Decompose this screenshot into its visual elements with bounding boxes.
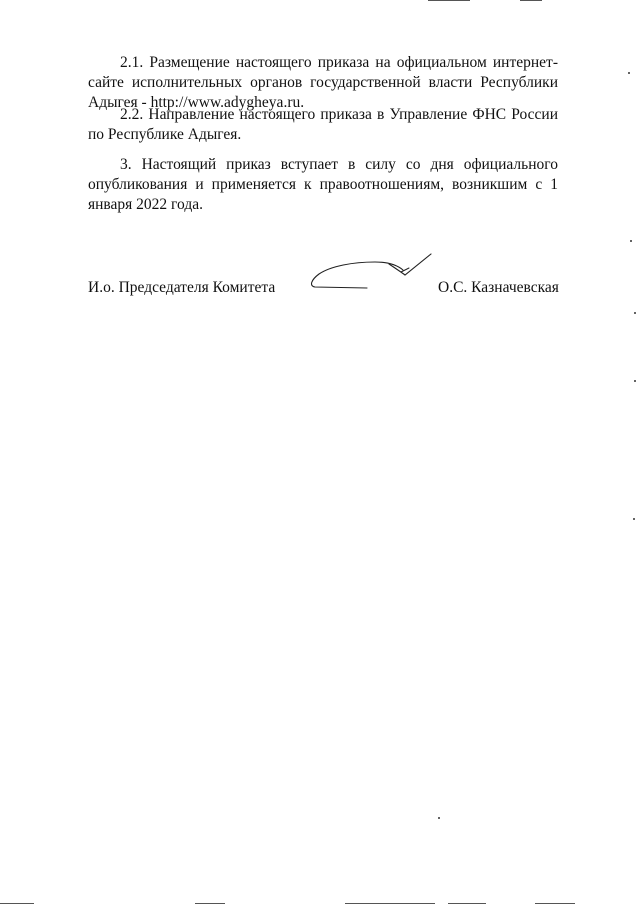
- scan-artifact: [195, 903, 225, 904]
- scan-artifact: [535, 903, 575, 904]
- signatory-position: И.о. Председателя Комитета: [88, 279, 276, 296]
- scan-speck: [634, 380, 636, 382]
- scan-speck: [438, 817, 440, 819]
- scan-artifact: [345, 903, 435, 904]
- scan-artifact: [448, 903, 486, 904]
- scan-artifact: [520, 0, 542, 1]
- paragraph-3: 3. Настоящий приказ вступает в силу со дня официального опубликования и применяется к правоотношениям, возникшим с 1 января 2022 года.: [88, 156, 558, 213]
- scan-artifact: [428, 0, 470, 1]
- scan-speck: [634, 312, 636, 314]
- scan-artifact: [0, 903, 34, 904]
- signatory-name: О.С. Казначевская: [438, 279, 559, 296]
- scan-speck: [633, 518, 635, 520]
- scan-speck: [630, 240, 632, 242]
- paragraph-2-1: 2.1. Размещение настоящего приказа на официальном интернет-сайте исполнительных органов государственной власти Республики Адыгея - http://www.adygheya.ru.: [88, 54, 558, 111]
- handwritten-signature: [305, 248, 435, 298]
- paragraph-2-2: 2.2. Направление настоящего приказа в Управление ФНС России по Республике Адыгея.: [88, 106, 558, 143]
- scan-speck: [628, 72, 630, 74]
